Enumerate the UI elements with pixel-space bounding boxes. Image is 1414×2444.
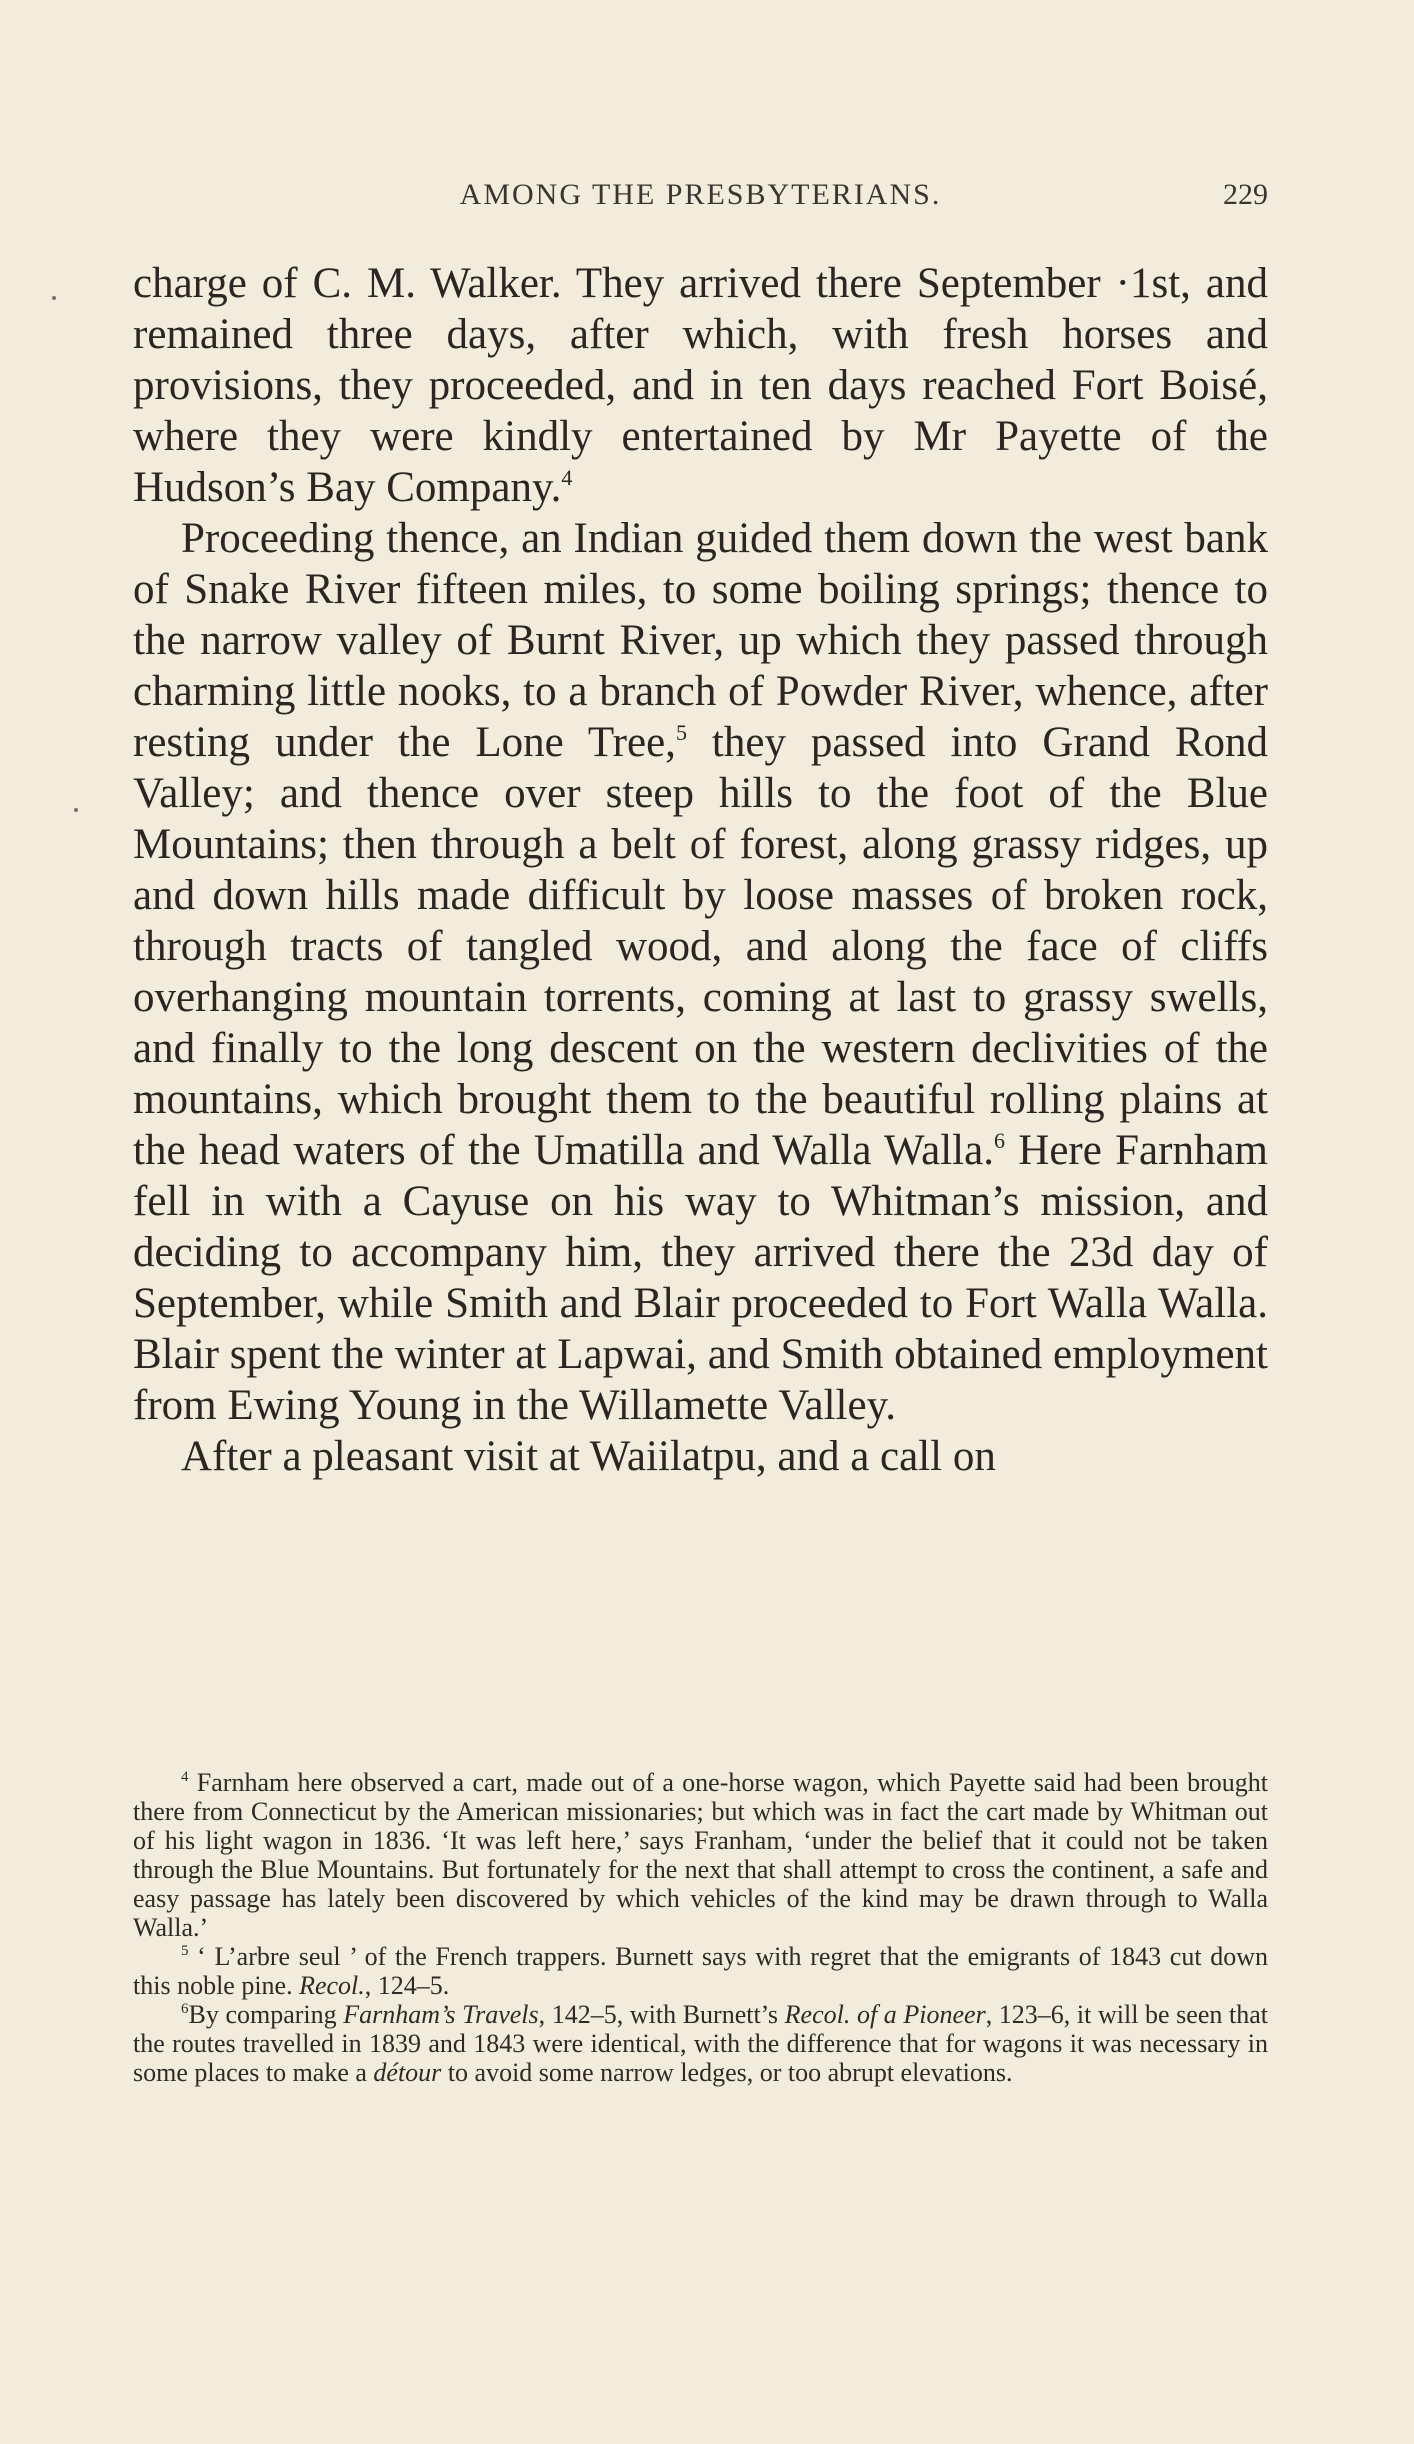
footnote-4-number: 4 (181, 1769, 189, 1785)
footnote-5 (133, 1942, 1268, 2000)
footnote-ref-5[interactable]: 5 (675, 720, 687, 745)
page-number: 229 (1223, 178, 1268, 211)
footnote-6-text-c: , 123–6, it will be seen that the routes travelled in 1839 and 1843 were identical, with the difference that for wagons it was necessary in some places to make a (133, 2000, 1268, 2087)
running-head (133, 178, 1268, 218)
footnote-6-detour: détour (373, 2058, 442, 2087)
footnote-6-citation-1: Farnham’s Travels (343, 2000, 539, 2029)
footnote-6-text-a: By comparing (188, 2000, 344, 2029)
footnote-5-citation: Recol. (299, 1971, 365, 2000)
margin-speck (52, 296, 56, 300)
paragraph-2-part-c: Here Farnham fell in with a Cayuse on his way to Whitman’s mission, and deciding to accompany him, they arrived there the 23d day of September, while Smith and Blair proceeded to Fort Walla Walla. Blair spent the winter at Lapwai, and Smith obtained employment from Ewing Young in the Willamette Valley. (133, 1127, 1268, 1429)
paragraph-2 (133, 513, 1268, 1431)
footnote-4 (133, 1768, 1268, 1942)
footnotes (133, 1768, 1268, 2087)
footnote-6 (133, 2000, 1268, 2087)
paragraph-1 (133, 258, 1268, 513)
paragraph-2-part-b: they passed into Grand Rond Valley; and thence over steep hills to the foot of the Blue Mountains; then through a belt of forest, along grassy ridges, up and down hills made difficult by loose masses of broken rock, through tracts of tangled wood, and along the face of cliffs overhanging mountain torrents, coming at last to grassy swells, and finally to the long descent on the western declivities of the mountains, which brought them to the beautiful rolling plains at the head waters of the Umatilla and Walla Walla. (133, 719, 1269, 1174)
footnote-4-text: Farnham here observed a cart, made out of a one-horse wagon, which Payette said had been brought there from Connecticut by the American missionaries; but which was in fact the cart made by Whitman out of his light wagon in 1836. ‘It was left here,’ says Franham, ‘under the belief that it could not be taken through the Blue Mountains. But fortunately for the next that shall attempt to cross the continent, a safe and easy passage has lately been discovered by which vehicles of the kind may be drawn through to Walla Walla.’ (133, 1768, 1268, 1942)
paragraph-3-text: After a pleasant visit at Waiilatpu, and a call on (181, 1433, 996, 1480)
paragraph-3 (133, 1431, 1268, 1482)
footnote-5-number: 5 (181, 1943, 189, 1959)
footnote-6-text-b: , 142–5, with Burnett’s (538, 2000, 785, 2029)
running-title: AMONG THE PRESBYTERIANS. (459, 178, 942, 211)
margin-speck (74, 808, 78, 812)
footnote-6-citation-2: Recol. of a Pioneer (784, 2000, 986, 2029)
footnote-ref-6[interactable]: 6 (993, 1128, 1005, 1153)
footnote-ref-4[interactable]: 4 (561, 465, 573, 490)
footnote-5-pages: , 124–5. (364, 1971, 450, 2000)
footnote-5-text: ‘ L’arbre seul ’ of the French trappers. Burnett says with regret that the emigrants of 1843 cut down this noble pine. (133, 1942, 1268, 2000)
paragraph-2-part-a: Proceeding thence, an Indian guided them down the west bank of Snake River fifteen miles, to some boiling springs; thence to the narrow valley of Burnt River, up which they passed through charming little nooks, to a branch of Powder River, whence, after resting under the Lone Tree, (133, 515, 1268, 766)
footnote-6-number: 6 (181, 2001, 189, 2017)
footnote-6-text-d: to avoid some narrow ledges, or too abrupt elevations. (441, 2058, 1013, 2087)
paragraph-1-text: charge of C. M. Walker. They arrived there September ·1st, and remained three days, after which, with fresh horses and provisions, they proceeded, and in ten days reached Fort Boisé, where they were kindly entertained by Mr Payette of the Hudson’s Bay Company. (133, 260, 1268, 511)
body-text (133, 258, 1268, 1482)
